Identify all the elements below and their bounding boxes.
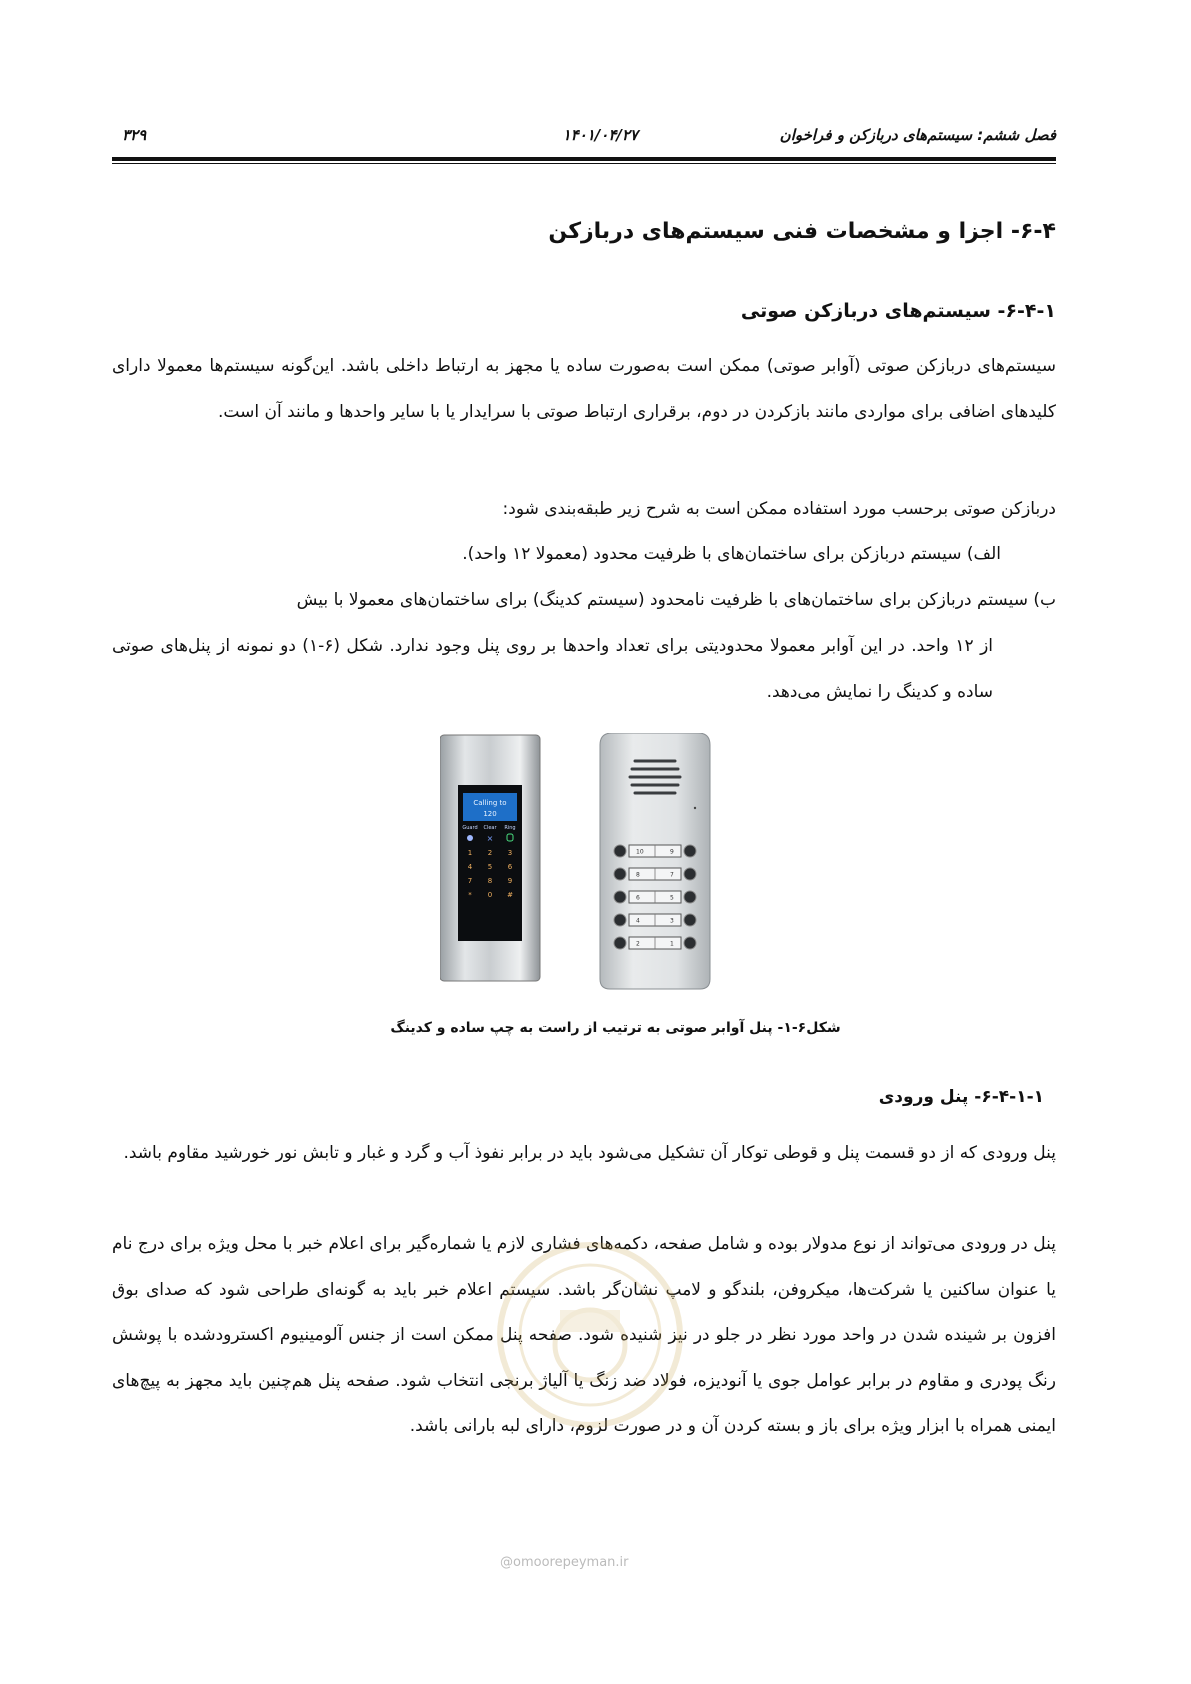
simple-panel [600, 733, 710, 989]
figure-caption: شکل۶-۱- پنل آوابر صوتی به ترتیب از راست به چپ ساده و کدینگ [390, 1020, 841, 1036]
name-tag-label: 1 [670, 940, 674, 948]
paragraph-classification: دربازکن صوتی برحسب مورد استفاده ممکن است به شرح زیر طبقه‌بندی شود: [502, 499, 1056, 519]
name-tag-label: 7 [670, 871, 674, 879]
chapter-title: فصل ششم: سیستم‌های دربازکن و فراخوان [779, 126, 1056, 144]
name-tag-label: 9 [670, 848, 674, 856]
header-rule-thick [112, 157, 1056, 161]
key-star: * [468, 891, 472, 899]
running-header [112, 118, 1056, 148]
key-5: 5 [487, 863, 493, 871]
key-9: 9 [507, 877, 513, 885]
page-number: ۳۲۹ [122, 126, 147, 144]
func-label-guard: Guard [462, 825, 478, 831]
clear-icon: × [486, 834, 494, 843]
key-7: 7 [467, 877, 473, 885]
call-button-left [614, 937, 626, 949]
call-button-left [614, 914, 626, 926]
call-button-left [614, 845, 626, 857]
paragraph-entry-panel: پنل ورودی که از دو قسمت پنل و قوطی توکار آن تشکیل می‌شود باید در برابر نفوذ آب و گرد و غبار و تابش نور خورشید مقاوم باشد. [123, 1143, 1056, 1163]
list-item-a: الف) سیستم دربازکن برای ساختمان‌های با ظرفیت محدود (معمولا ۱۲ واحد). [462, 544, 1001, 564]
name-tag-label: 4 [636, 917, 640, 925]
subsubsection-heading: ۶-۴-۱-۱- پنل ورودی [878, 1087, 1044, 1107]
figure-intercom-panels [440, 733, 760, 993]
list-item-b-continuation: از ۱۲ واحد. در این آوابر معمولا محدودیتی برای تعداد واحدها بر روی پنل وجود ندارد. شکل (۶-۱) دو نمونه از پنل‌های صوتی ساده و کدینگ را نمایش می‌دهد. [112, 636, 994, 702]
name-tag-label: 2 [636, 940, 640, 948]
header-date: ۱۴۰۱/۰۴/۲۷ [562, 126, 638, 144]
key-2: 2 [487, 849, 493, 857]
key-1: 1 [467, 849, 473, 857]
call-button-left [614, 891, 626, 903]
header-rule-thin [112, 163, 1056, 164]
call-button-right [684, 914, 696, 926]
key-0: 0 [487, 891, 493, 899]
watermark-seal [490, 1215, 690, 1475]
key-6: 6 [507, 863, 513, 871]
key-hash: # [507, 891, 513, 899]
lcd-line-1: Calling to [473, 799, 507, 807]
lcd-line-2: 120 [483, 810, 497, 818]
call-button-right [684, 891, 696, 903]
coding-panel [440, 735, 540, 981]
name-tag-label: 6 [636, 894, 640, 902]
microphone-hole [694, 807, 696, 809]
paragraph-intro: سیستم‌های دربازکن صوتی (آوابر صوتی) ممکن است به‌صورت ساده یا مجهز به ارتباط داخلی باشد. این‌گونه سیستم‌ها معمولا دارای کلیدهای اضافی برای مواردی مانند بازکردن در دوم، برقراری ارتباط صوتی با سرایدار یا با سایر واحدها و مانند آن است. [112, 356, 1056, 422]
call-button-right [684, 937, 696, 949]
list-item-b-first-line: ب) سیستم دربازکن برای ساختمان‌های با ظرفیت نامحدود (سیستم کدینگ) برای ساختمان‌های معمولا با بیش [296, 590, 1056, 610]
subsection-heading: ۶-۴-۱- سیستم‌های دربازکن صوتی [740, 300, 1056, 322]
func-label-ring: Ring [504, 825, 516, 831]
key-8: 8 [487, 877, 493, 885]
guard-icon [467, 835, 473, 841]
key-3: 3 [507, 849, 513, 857]
func-label-clear: Clear [483, 825, 497, 831]
call-button-right [684, 845, 696, 857]
name-tag-label: 10 [636, 848, 644, 856]
section-heading: ۶-۴- اجزا و مشخصات فنی سیستم‌های دربازکن [548, 219, 1056, 244]
name-tag-label: 3 [670, 917, 674, 925]
key-4: 4 [467, 863, 473, 871]
call-button-right [684, 868, 696, 880]
watermark-url: @omoorepeyman.ir [500, 1555, 629, 1570]
name-tag-label: 8 [636, 871, 640, 879]
call-button-left [614, 868, 626, 880]
paragraph-panel-specs: پنل در ورودی می‌تواند از نوع مدولار بوده و شامل صفحه، دکمه‌های فشاری لازم یا شماره‌گیر برای اعلام خبر با محل ویژه برای درج نام یا عنوان ساکنین یا شرکت‌ها، میکروفن، بلندگو و لامپ نشان‌گر باشد. سیستم اعلام خبر باید به گونه‌ای طراحی شود که صدای بوق افزون بر شینده شدن در واحد مورد نظر در جلو در نیز شنیده شود. صفحه پنل ممکن است از جنس آلومینیوم اکسترودشده با پوشش رنگ پودری و مقاوم در برابر عوامل جوی یا آنودیزه، فولاد ضد زنگ یا آلیاژ برنجی انتخاب شود. صفحه پنل هم‌چنین باید مجهز به پیچ‌های ایمنی همراه با ابزار ویژه برای باز و بسته کردن آن و در صورت لزوم، دارای لبه بارانی باشد. [112, 1234, 1056, 1437]
name-tag-label: 5 [670, 894, 674, 902]
